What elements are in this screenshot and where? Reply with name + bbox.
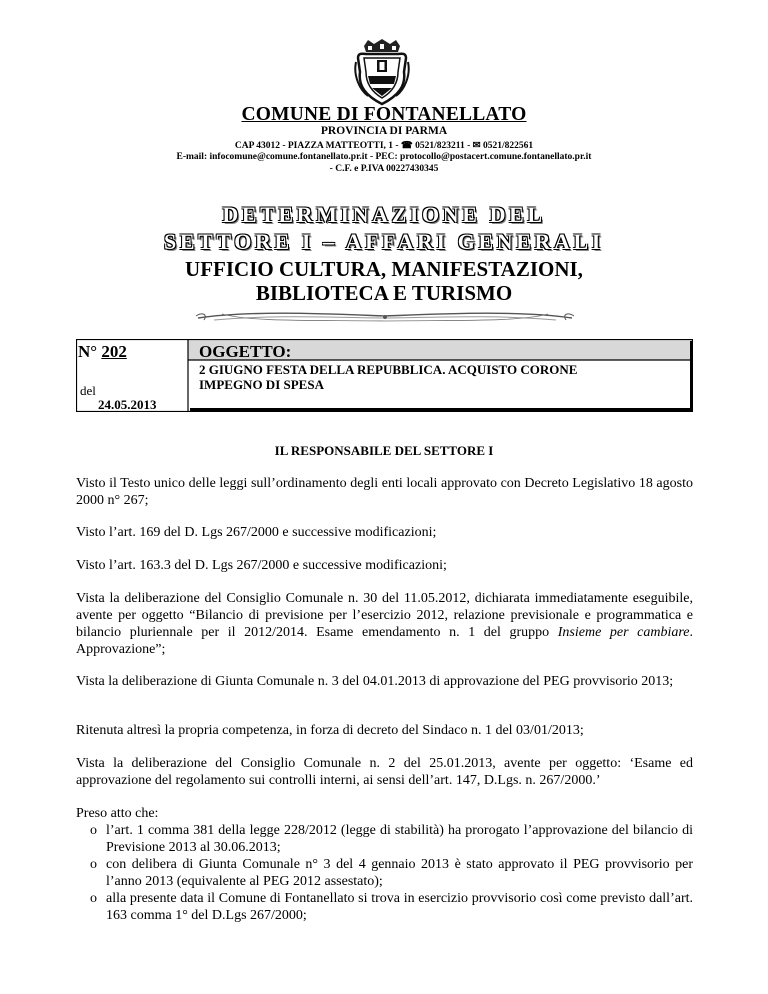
province-name: PROVINCIA DI PARMA	[320, 125, 448, 137]
office-name-line1: UFFICIO CULTURA, MANIFESTAZIONI,	[185, 257, 583, 281]
considerations-list	[76, 822, 693, 924]
paragraph-council-deliberation: Vista la deliberazione del Consiglio Comunale n. 30 del 11.05.2012, dichiarata immediatamente eseguibile, avente per oggetto “Bilancio di previsione per l’esercizio 2012, relazione previsionale e programmatica e bilancio pluriennale per il 2012/2014. Esame emendamento n. 1 del gruppo Insieme per cambiare. Approvazione”;	[76, 591, 693, 657]
paragraph-internal-controls: Vista la deliberazione del Consiglio Comunale n. 2 del 25.01.2013, avente per oggetto: ‘Esame ed approvazione del regolamento sui controlli interni, ai sensi dell’art. 147, D.Lgs. n. 267/2000.’	[76, 756, 693, 788]
bullet-icon: o	[90, 823, 97, 838]
bullet-icon: o	[90, 857, 97, 872]
document-title-line1: DETERMINAZIONE DEL	[222, 202, 546, 227]
office-name-line2: BIBLIOTECA E TURISMO	[255, 281, 513, 305]
municipality-name: COMUNE DI FONTANELLATO	[241, 104, 527, 125]
subject-text: 2 GIUGNO FESTA DELLA REPUBBLICA. ACQUISTO CORONE IMPEGNO DI SPESA	[199, 362, 578, 392]
paragraph-preso-atto: Preso atto che:	[76, 806, 159, 821]
subject-label: OGGETTO:	[199, 342, 292, 361]
list-item: o l’art. 1 comma 381 della legge 228/2012 (legge di stabilità) ha prorogato l’approvazione del bilancio di Previsione 2013 al 30.06.2013;	[90, 823, 693, 855]
determination-date: 24.05.2013	[98, 397, 157, 412]
bullet-icon: o	[90, 891, 97, 906]
coat-of-arms-icon	[354, 38, 410, 106]
paragraph-competence: Ritenuta altresì la propria competenza, in forza di decreto del Sindaco n. 1 del 03/01/2013;	[76, 723, 584, 738]
paragraph-testo-unico: Visto il Testo unico delle leggi sull’ordinamento degli enti locali approvato con Decreto Legislativo 18 agosto 2000 n° 267;	[76, 476, 693, 508]
email-line: E-mail: infocomune@comune.fontanellato.pr.it - PEC: protocollo@postacert.comune.fontanellato.pr.it	[176, 152, 592, 162]
date-label: del	[80, 383, 96, 398]
list-item: o alla presente data il Comune di Fontanellato si trova in esercizio provvisorio così come previsto dall’art. 163 comma 1° del D.Lgs 267/2000;	[90, 891, 693, 923]
ornamental-divider-icon	[192, 304, 578, 328]
paragraph-art-163: Visto l’art. 163.3 del D. Lgs 267/2000 e successive modificazioni;	[76, 558, 447, 573]
address-line: CAP 43012 - PIAZZA MATTEOTTI, 1 - ☎ 0521/823211 - ✉ 0521/822561	[234, 141, 534, 151]
paragraph-giunta-deliberation: Vista la deliberazione di Giunta Comunale n. 3 del 04.01.2013 di approvazione del PEG provvisorio 2013;	[76, 674, 674, 689]
tax-code-line: - C.F. e P.IVA 00227430345	[329, 164, 439, 174]
responsible-heading: IL RESPONSABILE DEL SETTORE I	[274, 443, 494, 458]
determination-number: N° 202	[78, 342, 127, 361]
paragraph-art-169: Visto l’art. 169 del D. Lgs 267/2000 e successive modificazioni;	[76, 525, 437, 540]
document-title-line2: SETTORE I – AFFARI GENERALI	[164, 229, 604, 254]
list-item: o con delibera di Giunta Comunale n° 3 del 4 gennaio 2013 è stato approvato il PEG provvisorio per l’anno 2013 (equivalente al PEG 2012 assestato);	[90, 857, 693, 889]
